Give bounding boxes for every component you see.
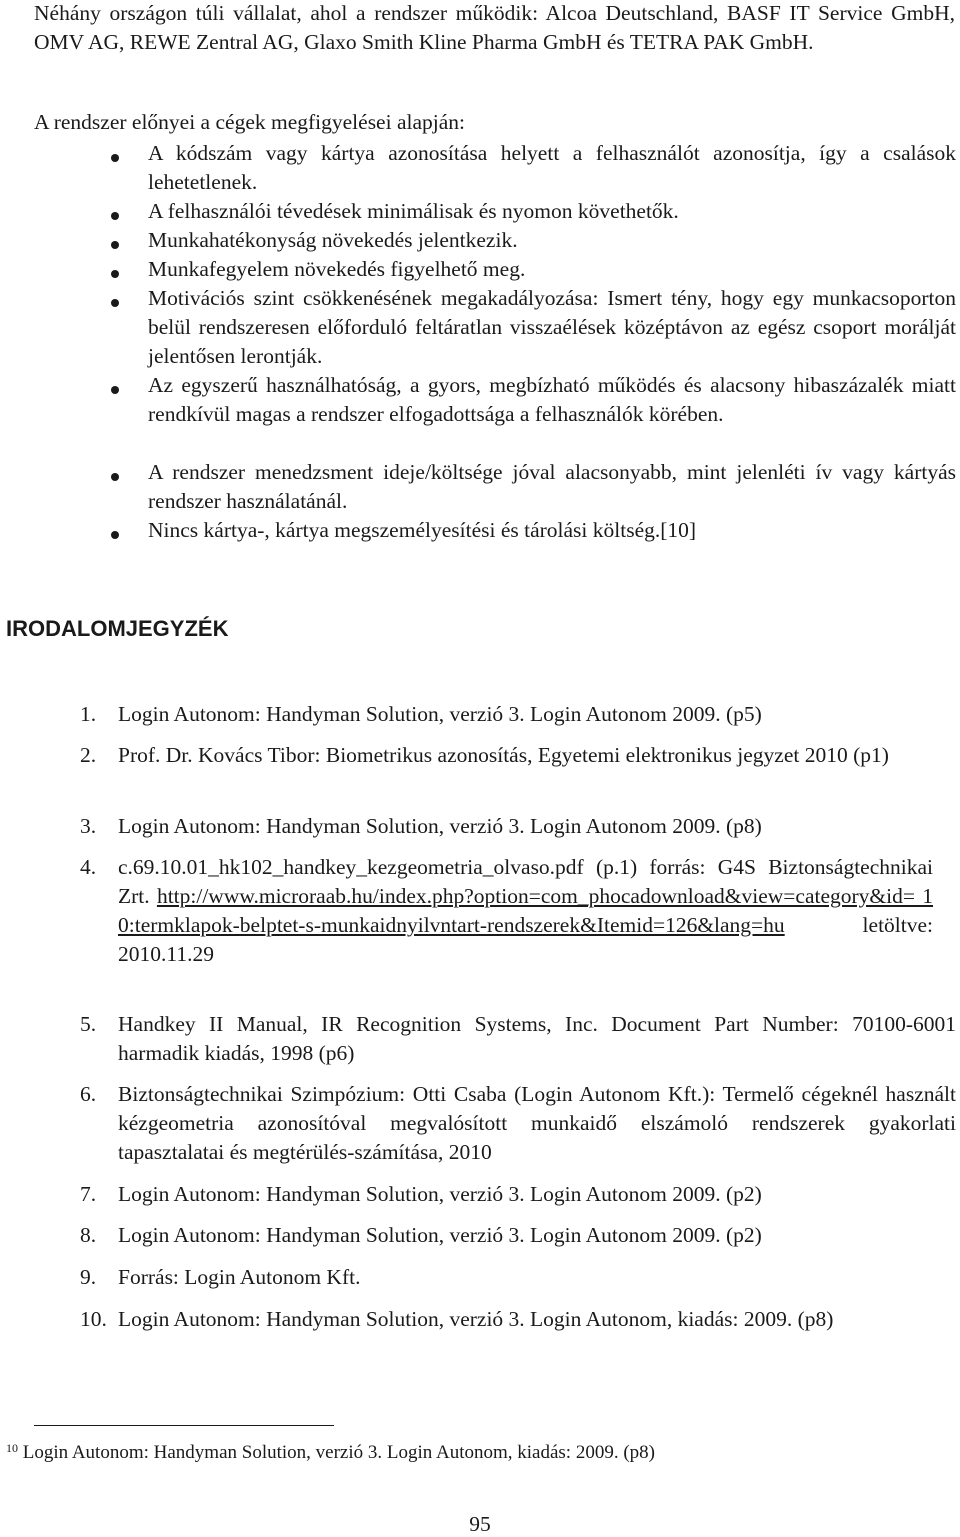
list-item: A kódszám vagy kártya azonosítása helyett a felhasználót azonosítja, így a csalások lehetetlenek. xyxy=(148,141,956,194)
reference-number: 10. xyxy=(80,1307,107,1331)
reference-number: 3. xyxy=(80,814,97,838)
reference-number: 6. xyxy=(80,1082,97,1106)
reference-item: Prof. Dr. Kovács Tibor: Biometrikus azonosítás, Egyetemi elektronikus jegyzet 2010 (p1) xyxy=(118,743,889,767)
reference-item: Forrás: Login Autonom Kft. xyxy=(118,1265,361,1289)
bullet-icon xyxy=(111,386,119,394)
footnote-mark: 10 xyxy=(6,1441,18,1455)
bullet-icon xyxy=(111,241,119,249)
bullet-icon xyxy=(111,299,119,307)
reference-text: c.69.10.01_hk102_handkey_kezgeometria_olvaso.pdf (p.1) forrás: G4S Biztonságtechnikai Zrt. xyxy=(118,855,933,908)
intro-paragraph: Néhány országon túli vállalat, ahol a rendszer működik: Alcoa Deutschland, BASF IT Service GmbH, OMV AG, REWE Zentral AG, Glaxo Smith Kline Pharma GmbH és TETRA PAK GmbH. xyxy=(34,1,955,54)
list-item: A felhasználói tévedések minimálisak és nyomon követhetők. xyxy=(148,199,679,223)
reference-number: 5. xyxy=(80,1012,97,1036)
reference-item: Login Autonom: Handyman Solution, verzió 3. Login Autonom 2009. (p2) xyxy=(118,1223,762,1247)
reference-item: Handkey II Manual, IR Recognition Systems, Inc. Document Part Number: 70100-6001 harmadik kiadás, 1998 (p6) xyxy=(118,1012,956,1065)
reference-number: 4. xyxy=(80,855,97,879)
bullet-icon xyxy=(111,154,119,162)
reference-item: Login Autonom: Handyman Solution, verzió 3. Login Autonom 2009. (p8) xyxy=(118,814,762,838)
list-item: Az egyszerű használhatóság, a gyors, megbízható működés és alacsony hibaszázalék miatt rendkívül magas a rendszer elfogadottsága a felhasználók körében. xyxy=(148,373,956,426)
bullet-icon xyxy=(111,531,119,539)
reference-number: 7. xyxy=(80,1182,97,1206)
list-item: Munkafegyelem növekedés figyelhető meg. xyxy=(148,257,526,281)
reference-number: 1. xyxy=(80,702,97,726)
footnote-text: Login Autonom: Handyman Solution, verzió 3. Login Autonom, kiadás: 2009. (p8) xyxy=(22,1442,655,1463)
reference-item: Login Autonom: Handyman Solution, verzió 3. Login Autonom, kiadás: 2009. (p8) xyxy=(118,1307,834,1331)
page-number: 95 xyxy=(469,1512,491,1536)
reference-item: Biztonságtechnikai Szimpózium: Otti Csaba (Login Autonom Kft.): Termelő cégeknél használt kézgeometria azonosítóval megvalósított munkaidő elszámoló rendszerek gyakorlati tapasztalatai és megtérülés-számítása, 2010 xyxy=(118,1082,956,1164)
bullet-icon xyxy=(111,270,119,278)
reference-download-date: letöltve: 2010.11.29 xyxy=(118,913,933,966)
references-heading: IRODALOMJEGYZÉK xyxy=(6,616,229,641)
reference-link[interactable]: http://www.microraab.hu/index.php?option=com_phocadownload&view=category&id= 10:termklapok-belptet-s-munkaidnyilvntart-rendszerek&Itemid=126&lang=hu xyxy=(118,884,934,937)
footnote xyxy=(6,1440,946,1467)
reference-item xyxy=(118,853,933,969)
bullet-icon xyxy=(111,473,119,481)
list-item: Nincs kártya-, kártya megszemélyesítési és tárolási költség.[10] xyxy=(148,518,697,542)
advantages-title: A rendszer előnyei a cégek megfigyelései alapján: xyxy=(34,110,465,134)
list-item: Munkahatékonyság növekedés jelentkezik. xyxy=(148,228,518,252)
list-item: Motivációs szint csökkenésének megakadályozása: Ismert tény, hogy egy munkacsoporton belül rendszeresen előforduló feltáratlan visszaélések középtávon az egész csoport morálját jelentősen lerontják. xyxy=(148,286,956,368)
reference-number: 8. xyxy=(80,1223,97,1247)
reference-item: Login Autonom: Handyman Solution, verzió 3. Login Autonom 2009. (p2) xyxy=(118,1182,762,1206)
footnote-divider xyxy=(34,1425,334,1426)
reference-number: 9. xyxy=(80,1265,97,1289)
bullet-icon xyxy=(111,212,119,220)
list-item: A rendszer menedzsment ideje/költsége jóval alacsonyabb, mint jelenléti ív vagy kártyás rendszer használatánál. xyxy=(148,460,956,513)
reference-item: Login Autonom: Handyman Solution, verzió 3. Login Autonom 2009. (p5) xyxy=(118,702,762,726)
reference-number: 2. xyxy=(80,743,97,767)
